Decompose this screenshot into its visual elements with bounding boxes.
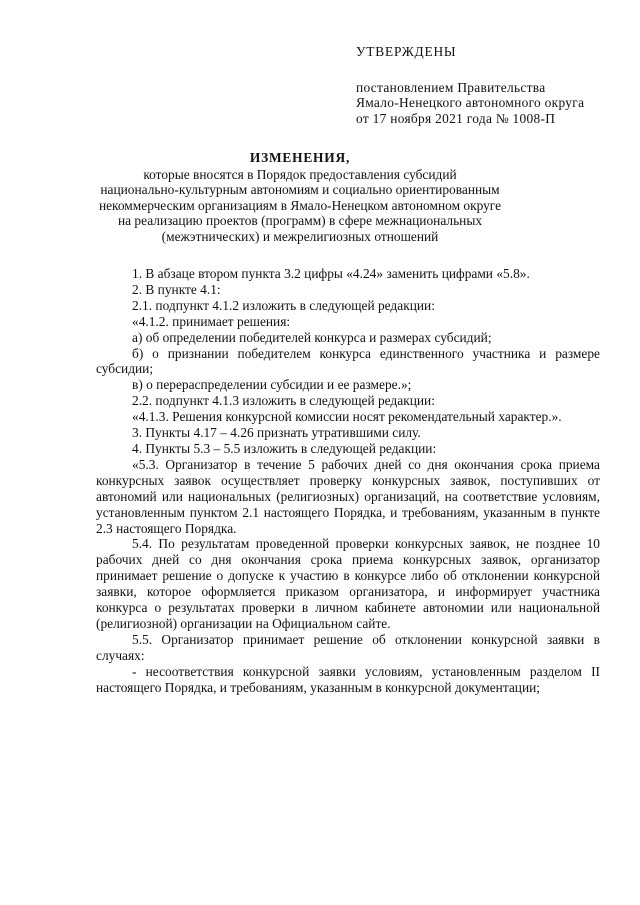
paragraph: 4. Пункты 5.3 – 5.5 изложить в следующей редакции: (132, 440, 437, 456)
heading-line: (межэтнических) и межрелигиозных отношений (161, 228, 439, 244)
paragraph: 2.1. подпункт 4.1.2 изложить в следующей редакции: (132, 297, 435, 313)
approval-line: Ямало-Ненецкого автономного округа (356, 95, 585, 110)
paragraph: «4.1.3. Решения конкурсной комиссии носят рекомендательный характер.». (132, 409, 562, 425)
paragraph: б) о признании победителем конкурса единственного участника и размере субсидии; (96, 345, 600, 377)
paragraph: 5.4. По результатам проведенной проверки конкурсных заявок, не позднее 10 рабочих дней со дня окончания срока приема конкурсных заявок, организатор принимает решение о допуске к участию в конкурсе либо об отклонении конкурсной заявки, которое оформляется приказом организатора, и информирует участника конкурса о результатах проверки в личном кабинете автономии или национальной (религиозной) организации на Официальном сайте. (96, 536, 600, 631)
paragraph: - несоответствия конкурсной заявки условиям, установленным разделом II настоящего Порядка, и требованиям, указанным в конкурсной документации; (96, 663, 600, 695)
heading-line: некоммерческим организациям в Ямало-Ненецком автономном округе (98, 197, 502, 213)
heading-title: ИЗМЕНЕНИЯ, (249, 150, 351, 165)
document-body (96, 266, 600, 695)
approval-line: от 17 ноября 2021 года № 1008-П (356, 110, 556, 126)
paragraph: 1. В абзаце втором пункта 3.2 цифры «4.24» заменить цифрами «5.8». (132, 266, 530, 281)
document-heading (96, 150, 504, 244)
approval-block (356, 44, 584, 126)
approval-line: постановлением Правительства (356, 79, 546, 95)
approval-title: УТВЕРЖДЕНЫ (356, 44, 457, 59)
paragraph: 2.2. подпункт 4.1.3 изложить в следующей редакции: (132, 393, 435, 409)
heading-line: национально-культурным автономиям и социально ориентированным (100, 182, 500, 197)
heading-line: на реализацию проектов (программ) в сфере межнациональных (117, 213, 483, 228)
paragraph: 2. В пункте 4.1: (132, 281, 221, 297)
heading-line: которые вносятся в Порядок предоставления субсидий (143, 166, 457, 182)
paragraph: в) о перераспределении субсидии и ее размере.»; (132, 377, 412, 393)
paragraph: а) об определении победителей конкурса и размерах субсидий; (132, 329, 492, 345)
paragraph: «4.1.2. принимает решения: (132, 313, 291, 329)
paragraph: «5.3. Организатор в течение 5 рабочих дней со дня окончания срока приема конкурсных заявок осуществляет проверку конкурсных заявок, поступивших от автономий или национальных (религиозных) организаций, на соответствие условиям, установленным пунктом 2.1 настоящего Порядка, и требованиям, указанным в пункте 2.3 настоящего Порядка. (96, 456, 600, 536)
paragraph: 5.5. Организатор принимает решение об отклонении конкурсной заявки в случаях: (96, 631, 600, 663)
paragraph: 3. Пункты 4.17 – 4.26 признать утратившими силу. (132, 425, 421, 441)
